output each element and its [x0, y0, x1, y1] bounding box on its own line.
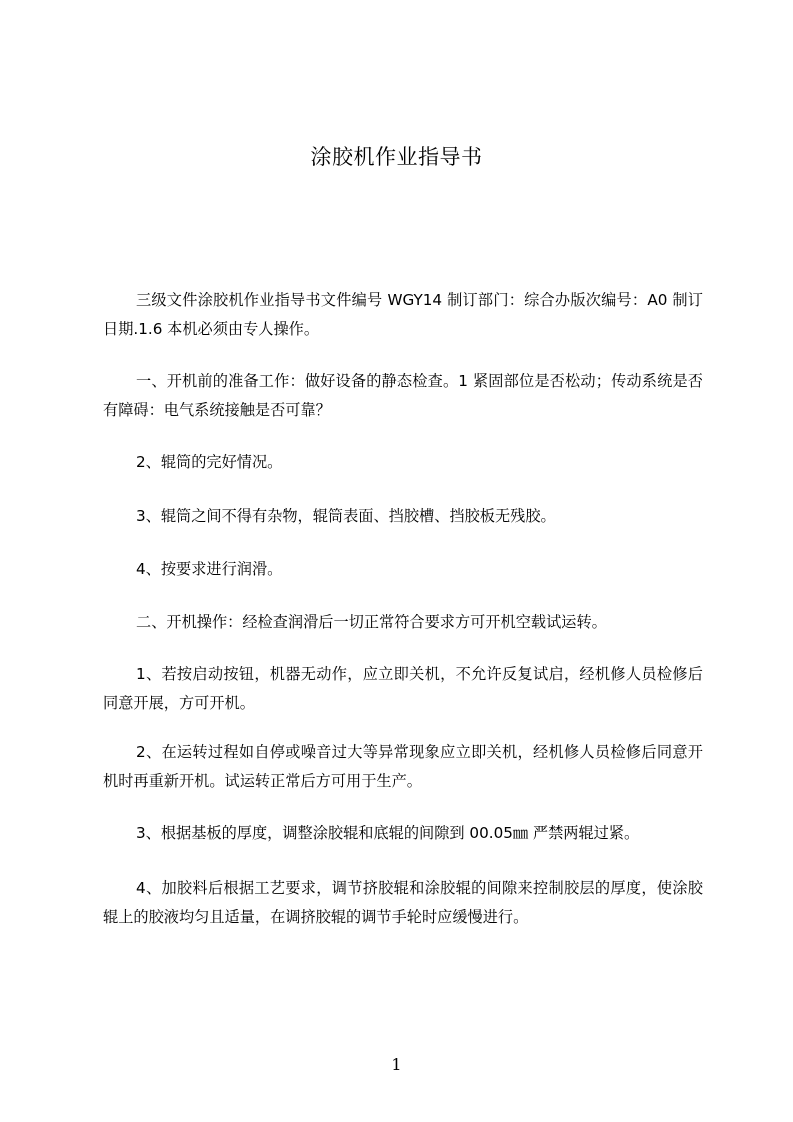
- paragraph-header-info: 三级文件涂胶机作业指导书文件编号 WGY14 制订部门：综合办版次编号：A0 制订日期.1.6 本机必须由专人操作。: [103, 291, 703, 338]
- paragraph-op-4: 4、加胶料后根据工艺要求，调节挤胶辊和涂胶辊的间隙来控制胶层的厚度，使涂胶辊上的胶液均匀且适量，在调挤胶辊的调节手轮时应缓慢进行。: [103, 879, 703, 926]
- paragraph-op-3: 3、根据基板的厚度，调整涂胶辊和底辊的间隙到 00.05㎜ 严禁两辊过紧。: [136, 824, 640, 842]
- paragraph-section-2: 二、开机操作：经检查润滑后一切正常符合要求方可开机空载试运转。: [136, 613, 607, 631]
- paragraph-op-1: 1、若按启动按钮，机器无动作，应立即关机，不允许反复试启，经机修人员检修后同意开展，方可开机。: [103, 665, 703, 712]
- paragraph-op-2: 2、在运转过程如自停或噪音过大等异常现象应立即关机，经机修人员检修后同意开机时再重新开机。试运转正常后方可用于生产。: [103, 743, 703, 790]
- document-title: 涂胶机作业指导书: [310, 145, 483, 169]
- page-number: 1: [391, 1055, 402, 1074]
- paragraph-item-4: 4、按要求进行润滑。: [136, 560, 283, 578]
- paragraph-section-1: 一、开机前的准备工作：做好设备的静态检查。1 紧固部位是否松动；传动系统是否有障碍：电气系统接触是否可靠？: [103, 372, 703, 419]
- paragraph-item-2: 2、辊筒的完好情况。: [136, 453, 283, 471]
- paragraph-item-3: 3、辊筒之间不得有杂物，辊筒表面、挡胶槽、挡胶板无残胶。: [136, 507, 556, 525]
